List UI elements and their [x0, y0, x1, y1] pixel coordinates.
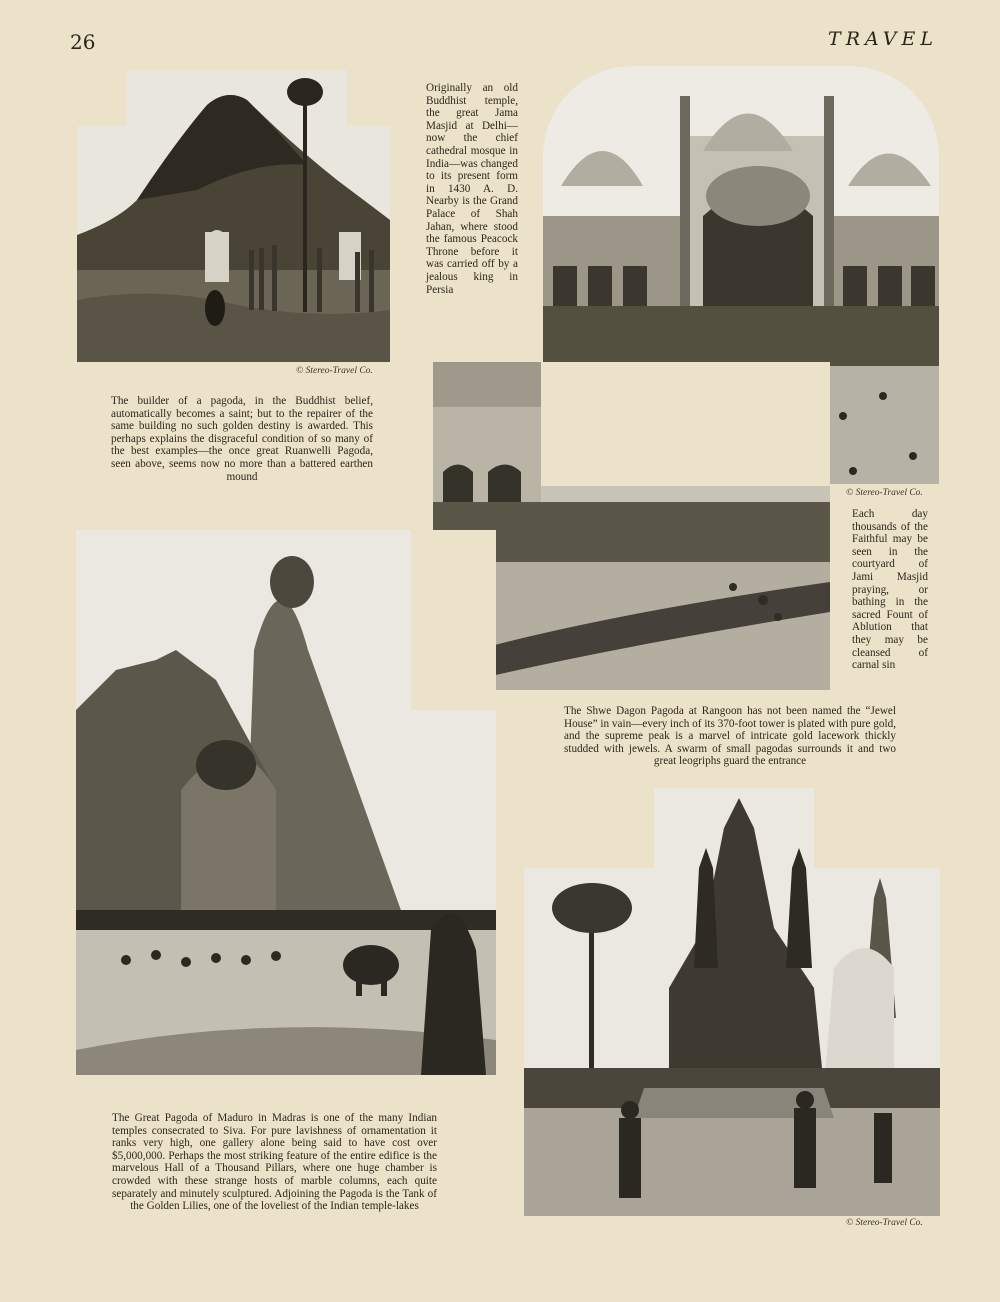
section-header: TRAVEL — [828, 28, 938, 50]
page-number: 26 — [70, 30, 96, 54]
ruanwelli-credit: © Stereo-Travel Co. — [296, 366, 373, 376]
maduro-pagoda-photo — [76, 530, 496, 1075]
maduro-caption: The Great Pagoda of Maduro in Madras is one of the many Indian temples consecrated to Siva. For pure lavishness of ornamentation it ranks very high, one gallery alone being said to have cost over $5,000,000. Perhaps the most striking feature of the entire edifice is the marvelous Hall of a Thousand Pillars, where one huge chamber is crowded with these strange hosts of marble columns, each quite separately and minutely sculptured. Adjoining the Pagoda is the Tank of the Golden Lilies, one of the loveliest of the Indian temple-lakes — [112, 1112, 437, 1213]
courtyard-caption: Each day thousands of the Faithful may be seen in the courtyard of Jami Masjid praying, or bathing in the sacred Fount of Ablution that they may be cleansed of carnal sin — [852, 508, 928, 672]
jama-masjid-caption: Originally an old Buddhist temple, the great Jama Masjid at Delhi—now the chief cathedral mosque in India—was changed to its present form in 1430 A. D. Nearby is the Grand Palace of Shah Jahan, where stood the famous Peacock Throne before it was carried off by a jealous king in Persia — [426, 82, 518, 296]
shwe-dagon-credit: © Stereo-Travel Co. — [846, 1218, 923, 1228]
ruanwelli-pagoda-photo — [77, 70, 390, 362]
shwe-dagon-caption: The Shwe Dagon Pagoda at Rangoon has not been named the “Jewel House” in vain—every inch of its 370-foot tower is plated with pure gold, and the supreme peak is a marvel of intricate gold lacework thickly studded with jewels. A swarm of small pagodas surrounds it and two great leogriphs guard the entrance — [564, 705, 896, 768]
ruanwelli-caption: The builder of a pagoda, in the Buddhist belief, automatically becomes a saint; but to the repairer of the same building no such golden destiny is awarded. This perhaps explains the disgraceful condition of so many of the best examples—the once great Ruanwelli Pagoda, seen above, seems now no more than a battered earthen mound — [111, 395, 373, 483]
jama-masjid-credit: © Stereo-Travel Co. — [846, 488, 923, 498]
shwe-dagon-photo — [524, 788, 940, 1216]
